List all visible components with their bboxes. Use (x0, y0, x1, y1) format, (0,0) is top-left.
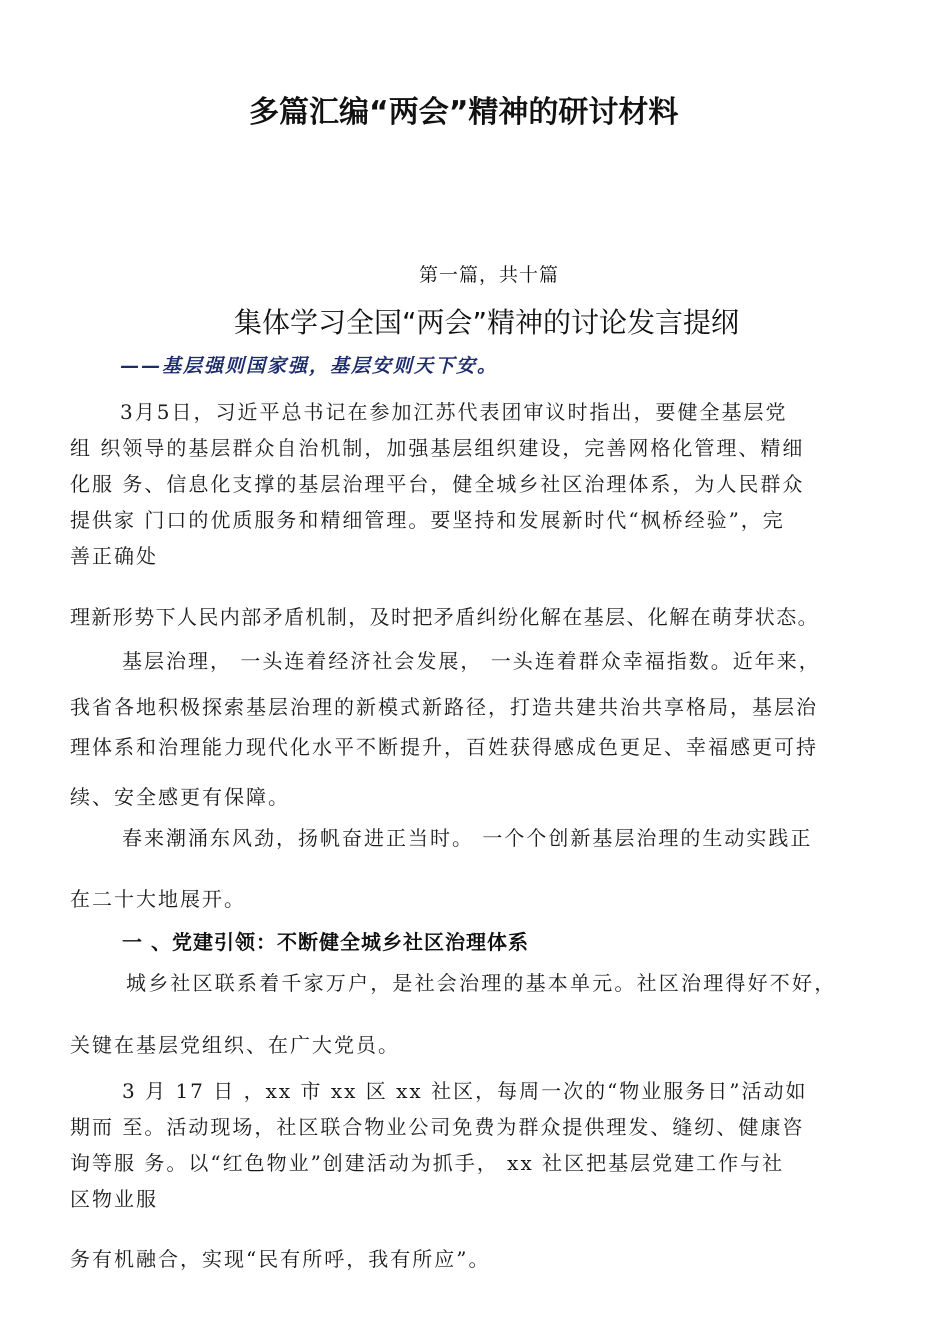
text-line: 化服 务、信息化支撑的基层治理平台，健全城乡社区治理体系，为人民群众 (70, 472, 805, 496)
text-line: 期而 至。活动现场，社区联合物业公司免费为群众提供理发、缝纫、健康咨 (70, 1115, 805, 1139)
text-line: 理体系和治理能力现代化水平不断提升，百姓获得感成色更足、幸福感更可持 (70, 735, 818, 759)
text-line: 基层治理， 一头连着经济社会发展， 一头连着群众幸福指数。近年来， (122, 649, 821, 673)
text-line: 关键在基层党组织、在广大党员。 (70, 1033, 400, 1057)
text-line: 善正确处 (70, 544, 158, 568)
text-line: 区物业服 (70, 1187, 158, 1211)
text-line: 组 织领导的基层群众自治机制，加强基层组织建设，完善网格化管理、精细 (70, 436, 805, 460)
text-line: 理新形势下人民内部矛盾机制，及时把矛盾纠纷化解在基层、化解在萌芽状态。 (70, 605, 819, 629)
section-heading: 一 、党建引领：不断健全城乡社区治理体系 (122, 930, 529, 954)
document-title: 多篇汇编“两会”精神的研讨材料 (249, 95, 679, 130)
text-line: 3 月 17 日 ，xx 市 xx 区 xx 社区，每周一次的“物业服务日”活动如 (122, 1079, 808, 1103)
text-line: 城乡社区联系着千家万户，是社会治理的基本单元。社区治理得好不好， (126, 971, 837, 995)
text-line: 我省各地积极探索基层治理的新模式新路径，打造共建共治共享格局，基层治 (70, 695, 818, 719)
text-line: 春来潮涌东风劲，扬帆奋进正当时。 一个个创新基层治理的生动实践正 (122, 826, 813, 850)
article-motto: ——基层强则国家强，基层安则天下安。 (120, 355, 499, 377)
text-line: 在二十大地展开。 (70, 887, 246, 911)
text-line: 务有机融合，实现“民有所呼，我有所应”。 (70, 1247, 491, 1271)
article-title: 集体学习全国“两会”精神的讨论发言提纲 (234, 306, 740, 339)
part-label: 第一篇，共十篇 (419, 264, 560, 286)
text-line: 续、安全感更有保障。 (70, 785, 290, 809)
text-line: 3月5日，习近平总书记在参加江苏代表团审议时指出，要健全基层党 (120, 400, 788, 424)
text-line: 询等服 务。以“红色物业”创建活动为抓手， xx 社区把基层党建工作与社 (70, 1151, 785, 1175)
text-line: 提供家 门口的优质服务和精细管理。要坚持和发展新时代“枫桥经验”，完 (70, 508, 785, 532)
